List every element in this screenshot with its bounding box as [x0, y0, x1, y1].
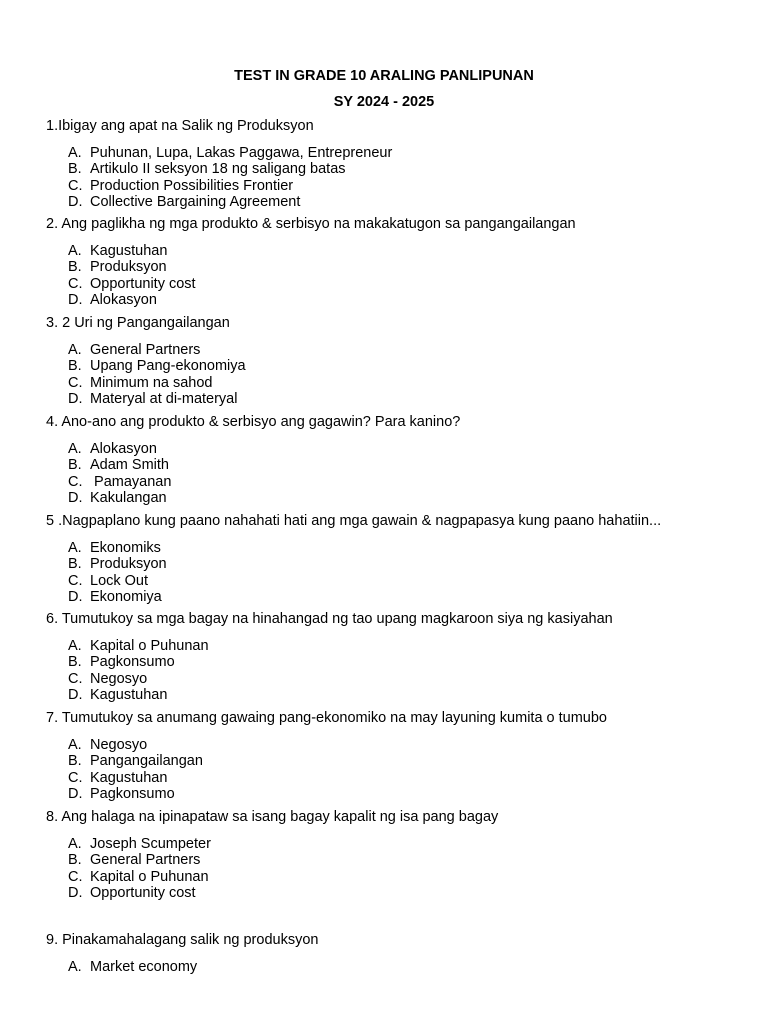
option-text: General Partners [90, 342, 201, 358]
question-text: 2. Ang paglikha ng mga produkto & serbisyo na makakatugon sa pangangailangan [46, 216, 576, 232]
option-list [68, 737, 203, 802]
option-letter: D. [68, 193, 83, 210]
option-text: Opportunity cost [90, 884, 196, 901]
question-text: 8. Ang halaga na ipinapataw sa isang bagay kapalit ng isa pang bagay [46, 809, 499, 825]
option-b [68, 654, 209, 670]
option-letter: A. [68, 441, 82, 457]
option-d [68, 589, 167, 605]
option-c [68, 671, 209, 687]
option-c [68, 573, 167, 589]
option-text: Alokasyon [90, 441, 157, 457]
option-letter: C. [68, 473, 83, 490]
option-d [68, 786, 203, 802]
option-letter: A. [68, 243, 82, 259]
option-text: Produksyon [90, 259, 167, 276]
option-text: Market economy [90, 959, 198, 975]
option-c [68, 770, 203, 786]
option-letter: D. [68, 884, 83, 901]
option-text: Kapital o Puhunan [90, 638, 209, 654]
option-text: Alokasyon [90, 291, 157, 308]
option-text: Opportunity cost [90, 275, 196, 292]
option-letter: A. [68, 638, 82, 654]
option-d [68, 194, 392, 210]
option-letter: A. [68, 737, 82, 753]
option-letter: D. [68, 291, 83, 308]
option-letter: B. [68, 161, 82, 178]
option-text: Upang Pang-ekonomiya [90, 358, 246, 375]
option-b [68, 457, 171, 473]
option-text: Puhunan, Lupa, Lakas Paggawa, Entrepreneur [90, 145, 393, 161]
question-text: 6. Tumutukoy sa mga bagay na hinahangad ng tao upang magkaroon siya ng kasiyahan [46, 611, 613, 627]
option-text: Kakulangan [90, 489, 167, 506]
option-text: Negosyo [90, 737, 148, 753]
option-text: Minimum na sahod [90, 374, 213, 391]
option-a [68, 959, 197, 975]
option-text: Ekonomiks [90, 540, 161, 556]
option-letter: C. [68, 868, 83, 885]
option-letter: D. [68, 588, 83, 605]
option-a [68, 836, 211, 852]
option-a [68, 638, 209, 654]
option-letter: C. [68, 572, 83, 589]
option-letter: B. [68, 259, 82, 276]
option-b [68, 259, 196, 275]
option-text: Kagustuhan [90, 769, 168, 786]
option-text: Pamayanan [90, 473, 172, 490]
option-text: Pagkonsumo [90, 785, 175, 802]
option-letter: B. [68, 654, 82, 671]
option-b [68, 161, 392, 177]
option-letter: D. [68, 390, 83, 407]
option-a [68, 737, 203, 753]
option-c [68, 178, 392, 194]
option-list [68, 540, 167, 605]
option-letter: A. [68, 836, 82, 852]
option-text: Lock Out [90, 572, 149, 589]
option-d [68, 490, 171, 506]
option-text: Pangangailangan [90, 753, 203, 770]
option-a [68, 342, 246, 358]
option-letter: C. [68, 670, 83, 687]
option-a [68, 540, 167, 556]
option-text: Ekonomiya [90, 588, 162, 605]
option-text: Kagustuhan [90, 686, 168, 703]
option-d [68, 391, 246, 407]
option-d [68, 885, 211, 901]
test-title: TEST IN GRADE 10 ARALING PANLIPUNAN [234, 68, 534, 84]
option-list [68, 959, 197, 975]
option-b [68, 358, 246, 374]
question-text: 5 .Nagpaplano kung paano nahahati hati ang mga gawain & nagpapasya kung paano hahatiin... [46, 513, 662, 529]
option-letter: C. [68, 275, 83, 292]
option-letter: A. [68, 145, 82, 161]
option-c [68, 474, 171, 490]
question-text: 1.Ibigay ang apat na Salik ng Produksyon [46, 118, 314, 134]
option-letter: D. [68, 686, 83, 703]
option-c [68, 869, 211, 885]
option-letter: B. [68, 852, 82, 869]
option-text: Pagkonsumo [90, 654, 175, 671]
option-letter: C. [68, 769, 83, 786]
option-text: Production Possibilities Frontier [90, 177, 294, 194]
option-a [68, 441, 171, 457]
question-text: 7. Tumutukoy sa anumang gawaing pang-ekonomiko na may layuning kumita o tumubo [46, 710, 607, 726]
option-a [68, 145, 392, 161]
option-text: General Partners [90, 852, 201, 869]
option-letter: A. [68, 959, 82, 975]
option-text: Artikulo II seksyon 18 ng saligang batas [90, 161, 346, 178]
option-text: Negosyo [90, 670, 148, 687]
option-text: Produksyon [90, 556, 167, 573]
option-a [68, 243, 196, 259]
option-letter: D. [68, 489, 83, 506]
option-c [68, 375, 246, 391]
option-letter: B. [68, 556, 82, 573]
option-list [68, 145, 392, 210]
school-year: SY 2024 - 2025 [333, 94, 435, 110]
question-text: 9. Pinakamahalagang salik ng produksyon [46, 932, 319, 948]
option-text: Kapital o Puhunan [90, 868, 209, 885]
option-letter: B. [68, 457, 82, 474]
option-letter: A. [68, 342, 82, 358]
option-text: Adam Smith [90, 457, 169, 474]
option-letter: C. [68, 374, 83, 391]
option-list [68, 836, 211, 901]
option-text: Joseph Scumpeter [90, 836, 211, 852]
question-text: 3. 2 Uri ng Pangangailangan [46, 315, 230, 331]
option-letter: C. [68, 177, 83, 194]
option-list [68, 638, 209, 703]
option-letter: D. [68, 785, 83, 802]
question-text: 4. Ano-ano ang produkto & serbisyo ang gagawin? Para kanino? [46, 414, 461, 430]
option-b [68, 753, 203, 769]
option-text: Kagustuhan [90, 243, 168, 259]
option-list [68, 441, 171, 506]
option-d [68, 687, 209, 703]
option-text: Materyal at di-materyal [90, 390, 238, 407]
option-letter: B. [68, 358, 82, 375]
option-letter: B. [68, 753, 82, 770]
option-list [68, 243, 196, 308]
option-b [68, 852, 211, 868]
option-b [68, 556, 167, 572]
option-list [68, 342, 246, 407]
option-d [68, 292, 196, 308]
option-text: Collective Bargaining Agreement [90, 193, 301, 210]
option-letter: A. [68, 540, 82, 556]
option-c [68, 276, 196, 292]
